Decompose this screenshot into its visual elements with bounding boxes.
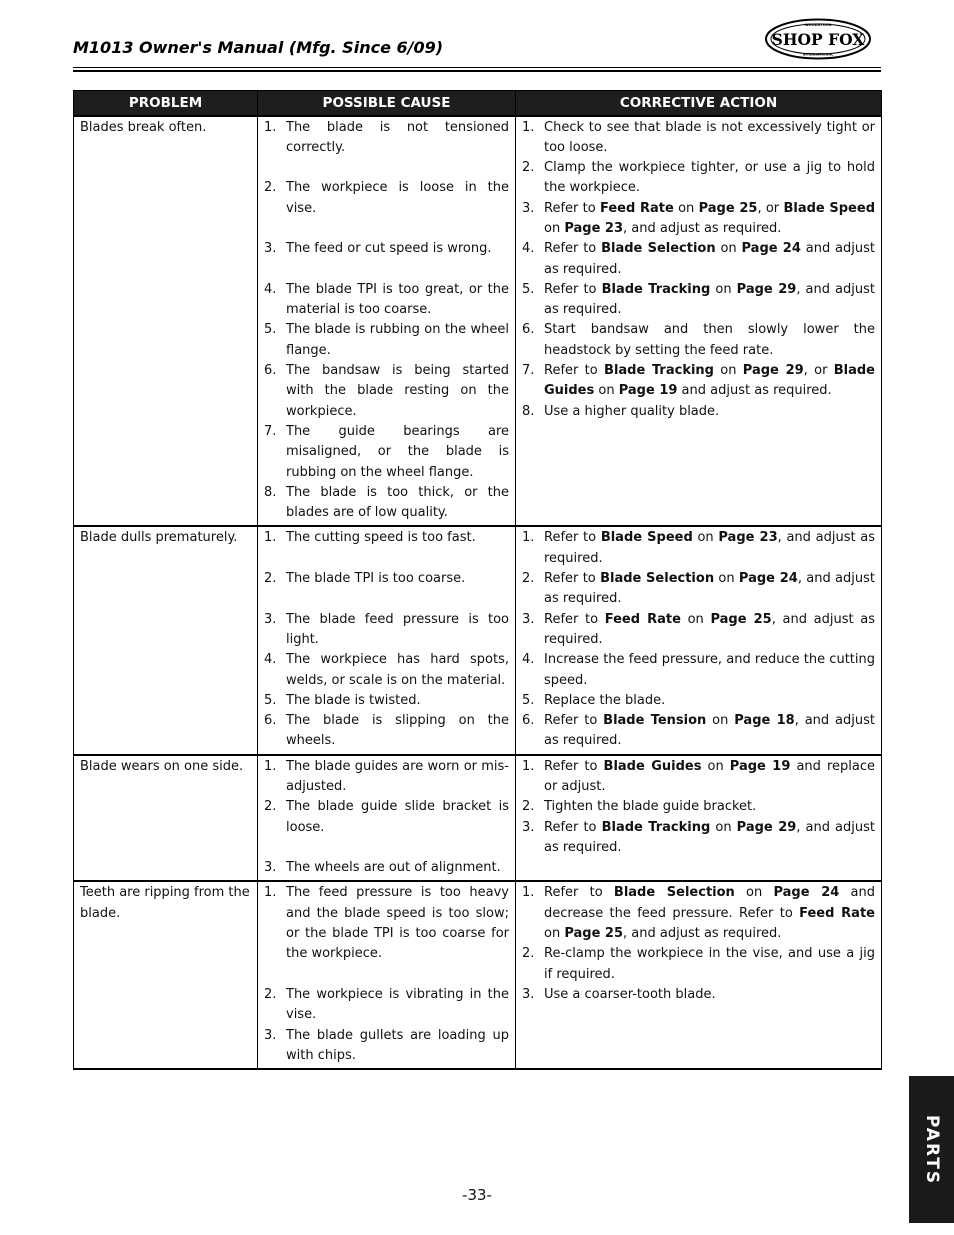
action-item: 6. Start bandsaw and then slowly lower the headstock by setting the feed rate. (522, 320, 875, 361)
action-item: 1. Refer to Blade Selection on Page 24 and decrease the feed pressure. Refer to Feed Rate on Page 25, and adjust as required. (522, 883, 875, 944)
cause-item: 5. The blade is rubbing on the wheel flange. (264, 320, 509, 361)
cause-item: 6. The blade is slipping on the wheels. (264, 711, 509, 752)
action-item-text: Refer to Blade Selection on Page 24 and decrease the feed pressure. Refer to Feed Rate on Page 25, and adjust as required. (544, 885, 875, 942)
action-item-text: Refer to Feed Rate on Page 25, and adjust as required. (544, 611, 875, 647)
possible-cause-cell (258, 526, 516, 754)
action-item: 5. Replace the blade. (522, 691, 875, 711)
action-item-text: Refer to Blade Selection on Page 24 and adjust as required. (544, 241, 875, 277)
cause-item-text: The workpiece is vibrating in the vise. (286, 986, 509, 1023)
action-item: 2. Tighten the blade guide bracket. (522, 797, 875, 817)
cause-item: 3. The feed or cut speed is wrong. (264, 239, 509, 259)
cause-item-text: The blade TPI is too coarse. (286, 571, 466, 587)
action-item: 3. Refer to Blade Tracking on Page 29, and adjust as required. (522, 818, 875, 859)
action-item: 1. Check to see that blade is not excessively tight or too loose. (522, 118, 875, 159)
action-item-text: Refer to Blade Speed on Page 23, and adjust as required. (544, 530, 875, 566)
header-rule (73, 67, 881, 72)
action-item: 1. Refer to Blade Guides on Page 19 and replace or adjust. (522, 757, 875, 798)
action-item: 6. Refer to Blade Tension on Page 18, and adjust as required. (522, 711, 875, 752)
cause-item-text: The workpiece has hard spots, welds, or scale is on the material. (286, 652, 509, 688)
cause-item: 1. The blade is not tensioned correctly. (264, 118, 509, 159)
action-item: 2. Clamp the workpiece tighter, or use a jig to hold the workpiece. (522, 158, 875, 199)
action-item: 2. Re-clamp the workpiece in the vise, and use a jig if required. (522, 944, 875, 985)
action-item-text: Use a higher quality blade. (544, 403, 720, 419)
cause-item: 4. The workpiece has hard spots, welds, or scale is on the material. (264, 650, 509, 691)
action-item: 1. Refer to Blade Speed on Page 23, and adjust as required. (522, 528, 875, 569)
cause-item-text: The bandsaw is being started with the blade resting on the workpiece. (286, 363, 509, 419)
table-row (74, 526, 882, 754)
action-item-text: Refer to Blade Tracking on Page 29, and adjust as required. (544, 281, 875, 318)
parts-tab-label: PARTS (921, 1114, 942, 1185)
cause-item: 2. The blade guide slide bracket is loose. (264, 797, 509, 838)
problem-cell: Blade dulls prematurely. (74, 526, 258, 754)
problem-cell: Blades break often. (74, 116, 258, 527)
header-problem: PROBLEM (74, 91, 258, 116)
cause-item: 1. The cutting speed is too fast. (264, 528, 509, 548)
problem-cell: Blade wears on one side. (74, 755, 258, 882)
cause-item: 2. The workpiece is loose in the vise. (264, 178, 509, 219)
cause-item-text: The blade is twisted. (286, 692, 421, 708)
table-row (74, 116, 882, 527)
cause-item-text: The feed pressure is too heavy and the blade speed is too slow; or the blade TPI is too coarse for the workpiece. (286, 885, 509, 962)
action-item: 3. Refer to Feed Rate on Page 25, and adjust as required. (522, 610, 875, 651)
cause-item: 7. The guide bearings are misaligned, or the blade is rubbing on the wheel flange. (264, 422, 509, 483)
cause-item-text: The blade TPI is too great, or the material is too coarse. (286, 281, 509, 318)
action-item-text: Refer to Blade Tracking on Page 29, or Blade Guides on Page 19 and adjust as required. (544, 363, 875, 399)
cause-item-text: The blade gullets are loading up with chips. (286, 1027, 509, 1063)
possible-cause-cell (258, 881, 516, 1069)
cause-item: 1. The feed pressure is too heavy and the blade speed is too slow; or the blade TPI is too coarse for the workpiece. (264, 883, 509, 964)
shop-fox-logo (764, 18, 872, 60)
action-item: 4. Increase the feed pressure, and reduce the cutting speed. (522, 650, 875, 691)
header-possible-cause: POSSIBLE CAUSE (258, 91, 516, 116)
corrective-action-cell (516, 526, 882, 754)
cause-item: 8. The blade is too thick, or the blades are of low quality. (264, 483, 509, 524)
corrective-action-cell (516, 116, 882, 527)
action-item-text: Use a coarser-tooth blade. (544, 986, 716, 1002)
corrective-action-cell (516, 755, 882, 882)
logo-sub-top: WOODSTOCK (804, 23, 832, 27)
cause-item-text: The guide bearings are misaligned, or the blade is rubbing on the wheel flange. (286, 423, 509, 480)
cause-item-text: The blade is too thick, or the blades are of low quality. (286, 484, 509, 521)
action-item-text: Clamp the workpiece tighter, or use a jig to hold the workpiece. (544, 160, 875, 196)
action-item-text: Replace the blade. (544, 692, 666, 708)
cause-item: 1. The blade guides are worn or mis-adjusted. (264, 757, 509, 798)
action-item: 4. Refer to Blade Selection on Page 24 and adjust as required. (522, 239, 875, 280)
cause-item: 6. The bandsaw is being started with the blade resting on the workpiece. (264, 361, 509, 422)
action-item-text: Check to see that blade is not excessively tight or too loose. (544, 119, 875, 155)
cause-item-text: The blade is rubbing on the wheel flange. (286, 322, 509, 358)
page-number: -33- (462, 1186, 492, 1204)
cause-item-text: The blade is not tensioned correctly. (286, 119, 509, 155)
action-item-text: Refer to Blade Tension on Page 18, and adjust as required. (544, 713, 875, 749)
troubleshooting-table (73, 90, 882, 1070)
action-item-text: Refer to Feed Rate on Page 25, or Blade Speed on Page 23, and adjust as required. (544, 200, 876, 236)
table-row (74, 755, 882, 882)
cause-item: 5. The blade is twisted. (264, 691, 509, 711)
cause-item-text: The blade feed pressure is too light. (286, 611, 509, 647)
cause-item-text: The cutting speed is too fast. (286, 530, 476, 546)
cause-item-text: The workpiece is loose in the vise. (286, 180, 509, 216)
action-item-text: Increase the feed pressure, and reduce the cutting speed. (544, 652, 875, 688)
cause-item: 2. The blade TPI is too coarse. (264, 569, 509, 589)
table-row (74, 881, 882, 1069)
action-item: 8. Use a higher quality blade. (522, 402, 875, 422)
table-header-row (74, 91, 882, 116)
problem-cell: Teeth are ripping from the blade. (74, 881, 258, 1069)
action-item: 2. Refer to Blade Selection on Page 24, and adjust as required. (522, 569, 875, 610)
cause-item-text: The blade guide slide bracket is loose. (286, 799, 509, 835)
manual-title: M1013 Owner's Manual (Mfg. Since 6/09) (73, 38, 444, 57)
cause-item: 3. The blade gullets are loading up with chips. (264, 1026, 509, 1067)
action-item-text: Tighten the blade guide bracket. (544, 799, 757, 815)
logo-sub-bottom: INTERNATIONAL (802, 52, 834, 57)
cause-item-text: The blade guides are worn or mis-adjusted. (286, 758, 509, 794)
action-item: 5. Refer to Blade Tracking on Page 29, and adjust as required. (522, 280, 875, 321)
cause-item: 2. The workpiece is vibrating in the vise. (264, 985, 509, 1026)
action-item-text: Refer to Blade Selection on Page 24, and adjust as required. (544, 571, 875, 607)
action-item-text: Start bandsaw and then slowly lower the headstock by setting the feed rate. (544, 322, 875, 358)
cause-item-text: The feed or cut speed is wrong. (286, 241, 492, 257)
action-item: 3. Refer to Feed Rate on Page 25, or Blade Speed on Page 23, and adjust as required. (522, 199, 875, 240)
logo-text: SHOP FOX (771, 30, 865, 49)
cause-item: 3. The blade feed pressure is too light. (264, 610, 509, 651)
action-item: 7. Refer to Blade Tracking on Page 29, or Blade Guides on Page 19 and adjust as required. (522, 361, 875, 402)
cause-item: 4. The blade TPI is too great, or the material is too coarse. (264, 280, 509, 321)
cause-item-text: The blade is slipping on the wheels. (286, 713, 509, 749)
action-item-text: Re-clamp the workpiece in the vise, and use a jig if required. (544, 946, 875, 982)
possible-cause-cell (258, 116, 516, 527)
action-item-text: Refer to Blade Tracking on Page 29, and adjust as required. (544, 819, 875, 855)
cause-item: 3. The wheels are out of alignment. (264, 858, 509, 878)
action-item-text: Refer to Blade Guides on Page 19 and replace or adjust. (544, 758, 875, 794)
action-item: 3. Use a coarser-tooth blade. (522, 985, 875, 1005)
cause-item-text: The wheels are out of alignment. (286, 860, 501, 876)
possible-cause-cell (258, 755, 516, 882)
header-corrective-action: CORRECTIVE ACTION (516, 91, 882, 116)
corrective-action-cell (516, 881, 882, 1069)
